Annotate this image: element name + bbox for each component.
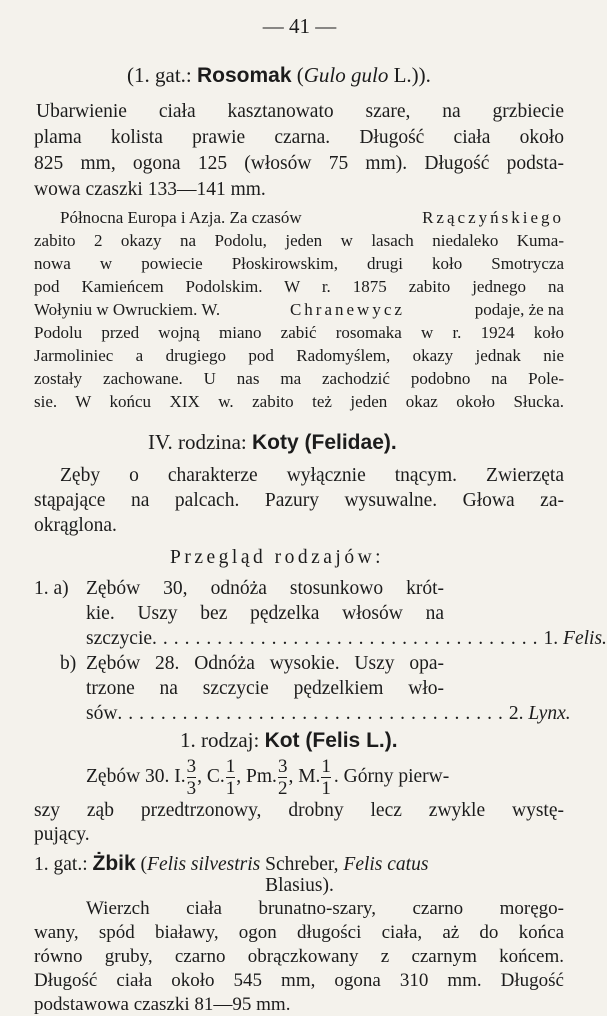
key-result-num: 2. bbox=[508, 703, 524, 724]
text-line: 825 mm, ogona 125 (włosów 75 mm). Długość podsta- bbox=[34, 153, 564, 174]
text-line: szy ząb przedtrzonowy, drobny lecz zwykle wystę- bbox=[34, 800, 564, 821]
text-line: okrąglona. bbox=[34, 515, 117, 536]
species-heading-rosomak bbox=[127, 63, 431, 88]
key-leader-line-b bbox=[86, 703, 571, 725]
text-line: Zęby o charakterze wyłącznie tnącym. Zwierzęta bbox=[60, 465, 564, 486]
text-line: nowa w powiecie Płoskirowskim, drugi koło Smotrycza bbox=[34, 254, 564, 273]
text-line: pod Kamieńcem Podolskim. W r. 1875 zabito jednego na bbox=[34, 277, 564, 296]
heading-prefix: 1. rodzaj: bbox=[180, 728, 265, 752]
key-result-genus: Lynx. bbox=[528, 703, 571, 724]
premolar-fraction: $\frac{3}{2}$ bbox=[277, 755, 288, 799]
key-label-a: 1. a) bbox=[34, 578, 69, 599]
text-line: pujący. bbox=[34, 824, 90, 845]
text-line: zostały zachowane. U nas ma zachodzić podobno na Pole- bbox=[34, 369, 564, 388]
heading-name: Kot (Felis L.). bbox=[264, 729, 398, 752]
heading-name: Żbik bbox=[92, 852, 136, 875]
heading-latin: Gulo gulo bbox=[303, 63, 389, 87]
heading-name: Rosomak bbox=[196, 64, 292, 87]
text-fragment: podaje, że na bbox=[474, 300, 564, 319]
molar-fraction: $\frac{1}{1}$ bbox=[321, 755, 331, 799]
canine-fraction: $\frac{1}{1}$ bbox=[225, 755, 236, 799]
text-line: podstawowa czaszki 81—95 mm. bbox=[34, 994, 291, 1015]
text-line: Jarmoliniec a drugiego pod Radomyślem, okazy jednak nie bbox=[34, 346, 564, 365]
text-line: Zębów 28. Odnóża wysokie. Uszy opa- bbox=[86, 653, 444, 674]
heading-prefix: (1. gat.: bbox=[127, 63, 197, 87]
heading-prefix: IV. rodzina: bbox=[148, 430, 253, 454]
premolar-label: , Pm. bbox=[236, 766, 277, 787]
key-result-genus: Felis. bbox=[563, 628, 607, 649]
molar-label: , M. bbox=[288, 766, 321, 787]
text-line bbox=[34, 300, 564, 320]
key-result-num: 1. bbox=[543, 628, 559, 649]
key-label-b: b) bbox=[60, 653, 77, 674]
heading-author: Schreber, bbox=[260, 854, 344, 875]
family-heading-felidae bbox=[148, 430, 397, 455]
key-title: Przegląd rodzajów: bbox=[170, 547, 385, 568]
heading-latin-open: ( bbox=[135, 854, 148, 875]
author-name: Chranewycz bbox=[289, 300, 405, 319]
text-line: zabito 2 okazy na Podolu, jeden w lasach niedaleko Kuma- bbox=[34, 231, 564, 250]
genus-heading-felis bbox=[180, 728, 398, 753]
text-fragment: Północna Europa i Azja. Za czasów bbox=[60, 208, 302, 227]
text-line: Zębów 30, odnóża stosunkowo krót- bbox=[86, 578, 444, 599]
text-line: wowa czaszki 133—141 mm. bbox=[34, 179, 266, 200]
species-heading-zbik bbox=[34, 852, 428, 876]
text-line: kie. Uszy bez pędzelka włosów na bbox=[86, 603, 444, 624]
text-line bbox=[60, 208, 564, 228]
text-line: Podolu przed wojną miano zabić rosomaka w r. 1924 koło bbox=[34, 323, 564, 342]
key-text: sów bbox=[86, 703, 118, 724]
heading-prefix: 1. gat.: bbox=[34, 854, 93, 875]
heading-latin: Felis catus bbox=[343, 854, 429, 875]
key-leader-line-a bbox=[86, 628, 607, 650]
text-line: Ubarwienie ciała kasztanowato szare, na grzbiecie bbox=[36, 101, 564, 122]
page-number: — 41 — bbox=[262, 14, 337, 38]
formula-suffix: . Górny pierw- bbox=[333, 766, 450, 787]
heading-latin-open: ( bbox=[291, 63, 304, 87]
key-text: szczycie bbox=[86, 628, 153, 649]
text-line: trzone na szczycie pędzelkiem wło- bbox=[86, 678, 444, 699]
text-line: wany, spód białawy, ogon długości ciała, aż do końca bbox=[34, 922, 564, 943]
leader-dots: .................................... bbox=[152, 628, 544, 649]
leader-dots: .................................... bbox=[117, 703, 509, 724]
text-line: stąpające na palcach. Pazury wysuwalne. Głowa za- bbox=[34, 490, 564, 511]
formula-prefix: Zębów 30. I. bbox=[86, 766, 186, 787]
dental-formula bbox=[86, 752, 449, 802]
heading-suffix: L.)). bbox=[388, 63, 431, 87]
text-line: Blasius). bbox=[265, 875, 334, 896]
text-line: równo gruby, czarno obrączkowany z czarnym końcem. bbox=[34, 946, 564, 967]
heading-latin: Felis silvestris bbox=[147, 854, 261, 875]
text-line: plama kolista prawie czarna. Długość ciała około bbox=[34, 127, 564, 148]
incisor-fraction: $\frac{3}{3}$ bbox=[186, 755, 197, 799]
text-line: Wierzch ciała brunatno-szary, czarno moręgo- bbox=[86, 898, 564, 919]
text-line: sie. W końcu XIX w. zabito też jeden okaz około Słucka. bbox=[34, 392, 564, 411]
text-fragment: Wołyniu w Owruckiem. W. bbox=[34, 300, 221, 319]
canine-label: , C. bbox=[197, 766, 225, 787]
heading-name: Koty (Felidae). bbox=[252, 431, 397, 454]
text-line: Długość ciała około 545 mm, ogona 310 mm. Długość bbox=[34, 970, 564, 991]
author-name: Rzączyńskiego bbox=[422, 208, 564, 227]
